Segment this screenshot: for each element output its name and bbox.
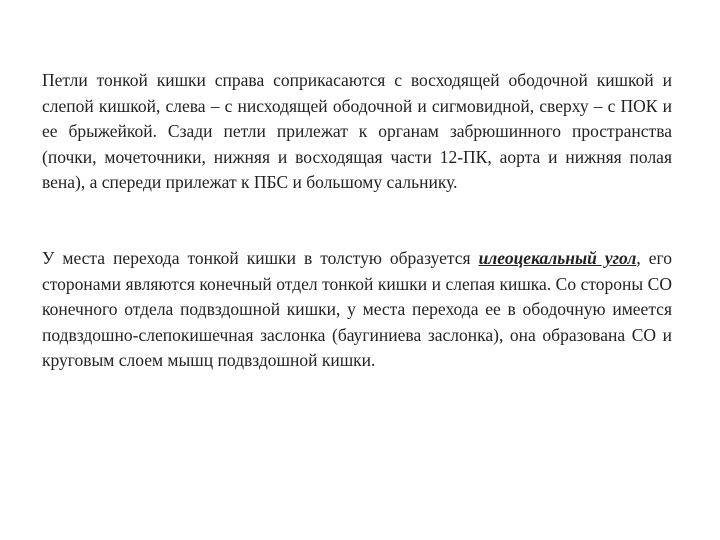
- ileocecal-angle-term: илеоцекальный угол: [478, 248, 637, 268]
- paragraph-small-intestine-relations: Петли тонкой кишки справа соприкасаются с восходящей ободочной кишкой и слепой кишкой, слева – с нисходящей ободочной и сигмовидной, сверху – с ПОК и ее брыжейкой. Сзади петли прилежат к органам забрюшинного пространства (почки, мочеточники, нижняя и восходящая части 12-ПК, аорта и нижняя полая вена), а спереди прилежат к ПБС и большому сальнику.: [42, 70, 672, 192]
- paragraph-ileocecal-angle: [42, 246, 672, 374]
- paragraph-text-end: , его сторонами являются конечный отдел тонкой кишки и слепая кишка. Со стороны СО конечного отдела подвздошной кишки, у места перехода ее в ободочную имеется подвздошно-слепокишечная заслонка (баугиниева заслонка), она образована СО и круговым слоем мышц подвздошной кишки.: [42, 248, 672, 370]
- paragraph-text-start: У места перехода тонкой кишки в толстую образуется: [42, 248, 479, 268]
